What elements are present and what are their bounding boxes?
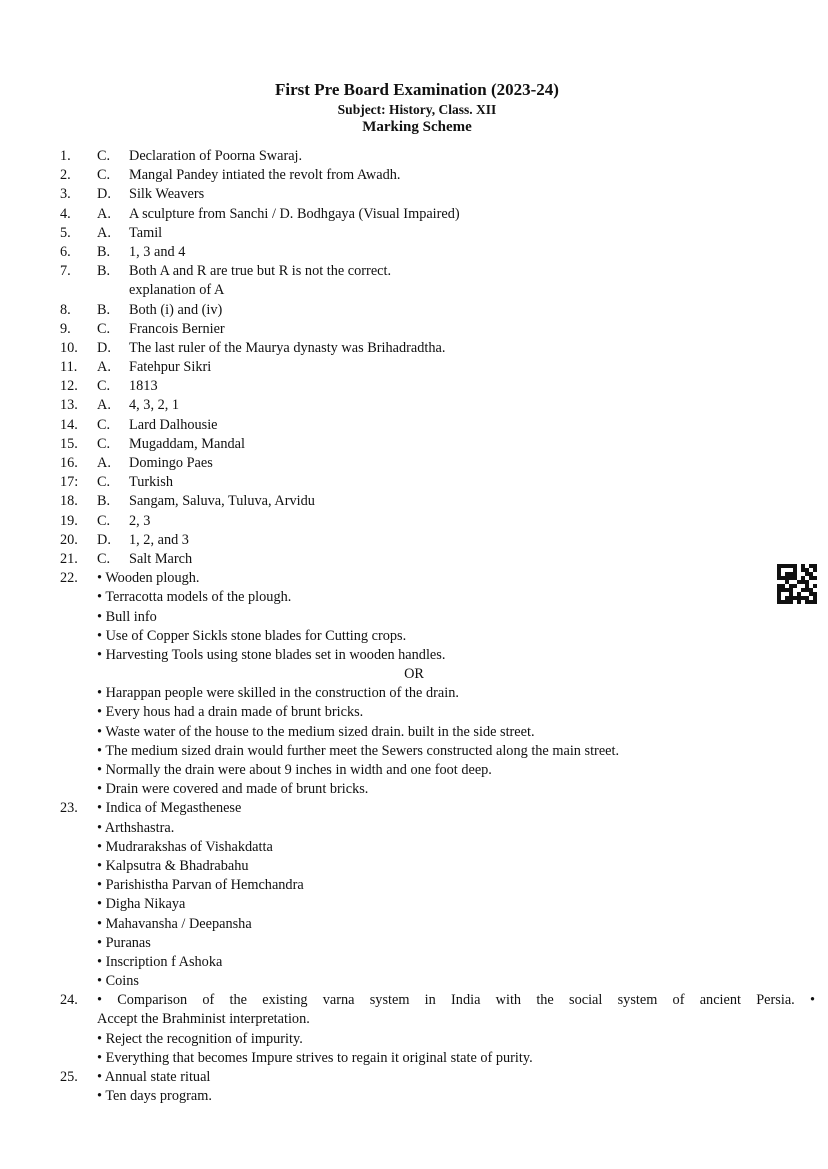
mcq-row-continuation [0,281,828,300]
question-number: 11. [60,359,78,376]
bullet-row [0,646,828,665]
q25-row [0,1068,828,1087]
bullet-point: • Everything that becomes Impure strives to regain it original state of purity. [97,1049,533,1066]
bullet-row [0,1030,828,1049]
answer-option: C. [97,416,111,433]
marking-scheme-heading: Marking Scheme [362,119,472,135]
mcq-row [0,320,828,339]
bullet-point: • Drain were covered and made of brunt bricks. [97,781,369,798]
mcq-row [0,224,828,243]
question-number: 1. [60,148,71,164]
qr-code-icon [777,564,817,604]
bullet-row [0,895,828,914]
bullet-point: • Harvesting Tools using stone blades set in wooden handles. [97,646,446,663]
mcq-row [0,550,828,569]
bullet-row [0,608,828,627]
bullet-point: • Reject the recognition of impurity. [97,1030,303,1047]
question-number: 15. [60,435,78,452]
bullet-point: • Bull info [97,608,157,625]
answer-list [0,147,828,1106]
answer-text: A sculpture from Sanchi / D. Bodhgaya (Visual Impaired) [129,205,460,222]
question-number: 24. [60,992,78,1009]
bullet-point: • Every hous had a drain made of brunt bricks. [97,704,364,721]
question-number: 25. [60,1069,78,1085]
bullet-point: • Mudrarakshas of Vishakdatta [97,838,273,855]
q24-row [0,991,828,1010]
mcq-row [0,301,828,320]
bullet-point: • The medium sized drain would further meet the Sewers constructed along the main street. [97,742,620,759]
answer-text: 4, 3, 2, 1 [129,397,180,414]
bullet-point: • Digha Nikaya [97,896,186,913]
bullet-row [0,703,828,722]
answer-text-continued: explanation of A [129,282,225,299]
mcq-row [0,243,828,262]
answer-text: Tamil [129,224,163,241]
bullet-point: • Inscription f Ashoka [97,953,223,970]
answer-text: Mangal Pandey intiated the revolt from Awadh. [129,167,401,184]
answer-option: C. [97,512,111,529]
bullet-point: • Terracotta models of the plough. [97,589,292,606]
question-number: 19. [60,512,78,529]
question-number: 8. [60,301,71,318]
answer-option: C. [97,148,111,164]
bullet-row [0,934,828,953]
question-number: 16. [60,455,78,471]
bullet-point: • Mahavansha / Deepansha [97,915,252,932]
bullet-row [0,742,828,761]
answer-option: B. [97,493,111,510]
q22-row [0,569,828,588]
bullet-point: • Kalpsutra & Bhadrabahu [97,857,249,874]
answer-option: C. [97,435,111,452]
mcq-row [0,377,828,396]
answer-text: Lard Dalhousie [129,416,218,433]
question-number: 21. [60,550,78,567]
bullet-point: • Ten days program. [97,1088,212,1105]
mcq-row [0,492,828,511]
q23-row [0,799,828,818]
bullet-row [0,1049,828,1068]
mcq-row [0,396,828,415]
bullet-point-justified: • Comparison of the existing varna system in India with the social system of ancient Persia. • [97,992,815,1009]
bullet-point: • Use of Copper Sickls stone blades for Cutting crops. [97,627,407,644]
bullet-point: • Normally the drain were about 9 inches in width and one foot deep. [97,762,492,778]
bullet-point: • Annual state ritual [97,1069,211,1085]
bullet-row [0,915,828,934]
bullet-row [0,780,828,799]
question-number: 9. [60,320,71,337]
bullet-point: • Arthshastra. [97,819,175,836]
question-number: 2. [60,167,71,184]
answer-text: Domingo Paes [129,455,213,471]
bullet-row [0,1010,828,1029]
bullet-point: • Parishistha Parvan of Hemchandra [97,877,304,894]
bullet-point: • Indica of Megasthenese [97,800,242,817]
question-number: 13. [60,397,78,414]
mcq-row [0,185,828,204]
bullet-point: • Puranas [97,934,151,951]
bullet-row [0,723,828,742]
bullet-row [0,761,828,780]
answer-option: C. [97,378,111,395]
answer-text: Fatehpur Sikri [129,359,212,376]
bullet-row [0,838,828,857]
answer-text: Turkish [129,474,173,491]
answer-text: Sangam, Saluva, Tuluva, Arvidu [129,493,315,510]
subject-line: Subject: History, Class. XII [337,102,497,117]
mcq-row [0,512,828,531]
question-number: 10. [60,339,78,356]
question-number: 4. [60,205,71,222]
answer-option: A. [97,205,111,222]
bullet-row [0,627,828,646]
bullet-row [0,1087,828,1106]
mcq-row [0,358,828,377]
answer-option: D. [97,339,111,356]
question-number: 18. [60,493,78,510]
bullet-row [0,857,828,876]
answer-option: C. [97,474,111,491]
exam-title: First Pre Board Examination (2023-24) [275,80,559,99]
answer-option: B. [97,263,111,280]
bullet-row [0,684,828,703]
bullet-row [0,819,828,838]
bullet-point: • Harappan people were skilled in the construction of the drain. [97,685,459,702]
mcq-row [0,147,828,166]
question-number: 3. [60,186,71,203]
or-separator: OR [404,666,424,683]
answer-option: C. [97,167,111,184]
question-number: 5. [60,224,71,241]
question-number: 20. [60,531,78,548]
mcq-row [0,416,828,435]
bullet-point-continued: Accept the Brahminist interpretation. [97,1011,310,1028]
answer-option: B. [97,243,111,260]
question-number: 23. [60,800,78,817]
answer-option: A. [97,455,111,471]
mcq-row [0,262,828,281]
answer-option: C. [97,320,111,337]
answer-option: D. [97,186,111,203]
bullet-row [0,953,828,972]
mcq-row [0,166,828,185]
answer-option: B. [97,301,111,318]
answer-text: Both (i) and (iv) [129,301,223,318]
bullet-row [0,588,828,607]
question-number: 12. [60,378,78,395]
answer-text: Declaration of Poorna Swaraj. [129,148,303,164]
question-number: 7. [60,263,71,280]
answer-option: C. [97,550,111,567]
question-number: 6. [60,243,71,260]
question-number: 14. [60,416,78,433]
answer-text: 1, 3 and 4 [129,243,186,260]
answer-text: Francois Bernier [129,320,225,337]
answer-text: 2, 3 [129,512,151,529]
answer-text: 1813 [129,378,158,395]
answer-text: Both A and R are true but R is not the correct. [129,263,392,280]
mcq-row [0,339,828,358]
question-number: 17: [60,474,79,491]
bullet-point: • Wooden plough. [97,570,200,587]
answer-text: Mugaddam, Mandal [129,435,245,452]
mcq-row [0,473,828,492]
bullet-row [0,876,828,895]
answer-text: Silk Weavers [129,186,205,203]
mcq-row [0,205,828,224]
answer-option: A. [97,397,111,414]
bullet-row [0,972,828,991]
answer-text: The last ruler of the Maurya dynasty was Brihadradtha. [129,339,446,356]
answer-option: D. [97,531,111,548]
bullet-point: • Waste water of the house to the medium sized drain. built in the side street. [97,723,535,740]
answer-option: A. [97,359,111,376]
mcq-row [0,531,828,550]
mcq-row [0,435,828,454]
or-row [0,665,828,684]
answer-text: 1, 2, and 3 [129,531,189,548]
mcq-row [0,454,828,473]
question-number: 22. [60,570,78,587]
answer-text: Salt March [129,550,193,567]
bullet-point: • Coins [97,973,139,990]
answer-option: A. [97,224,111,241]
